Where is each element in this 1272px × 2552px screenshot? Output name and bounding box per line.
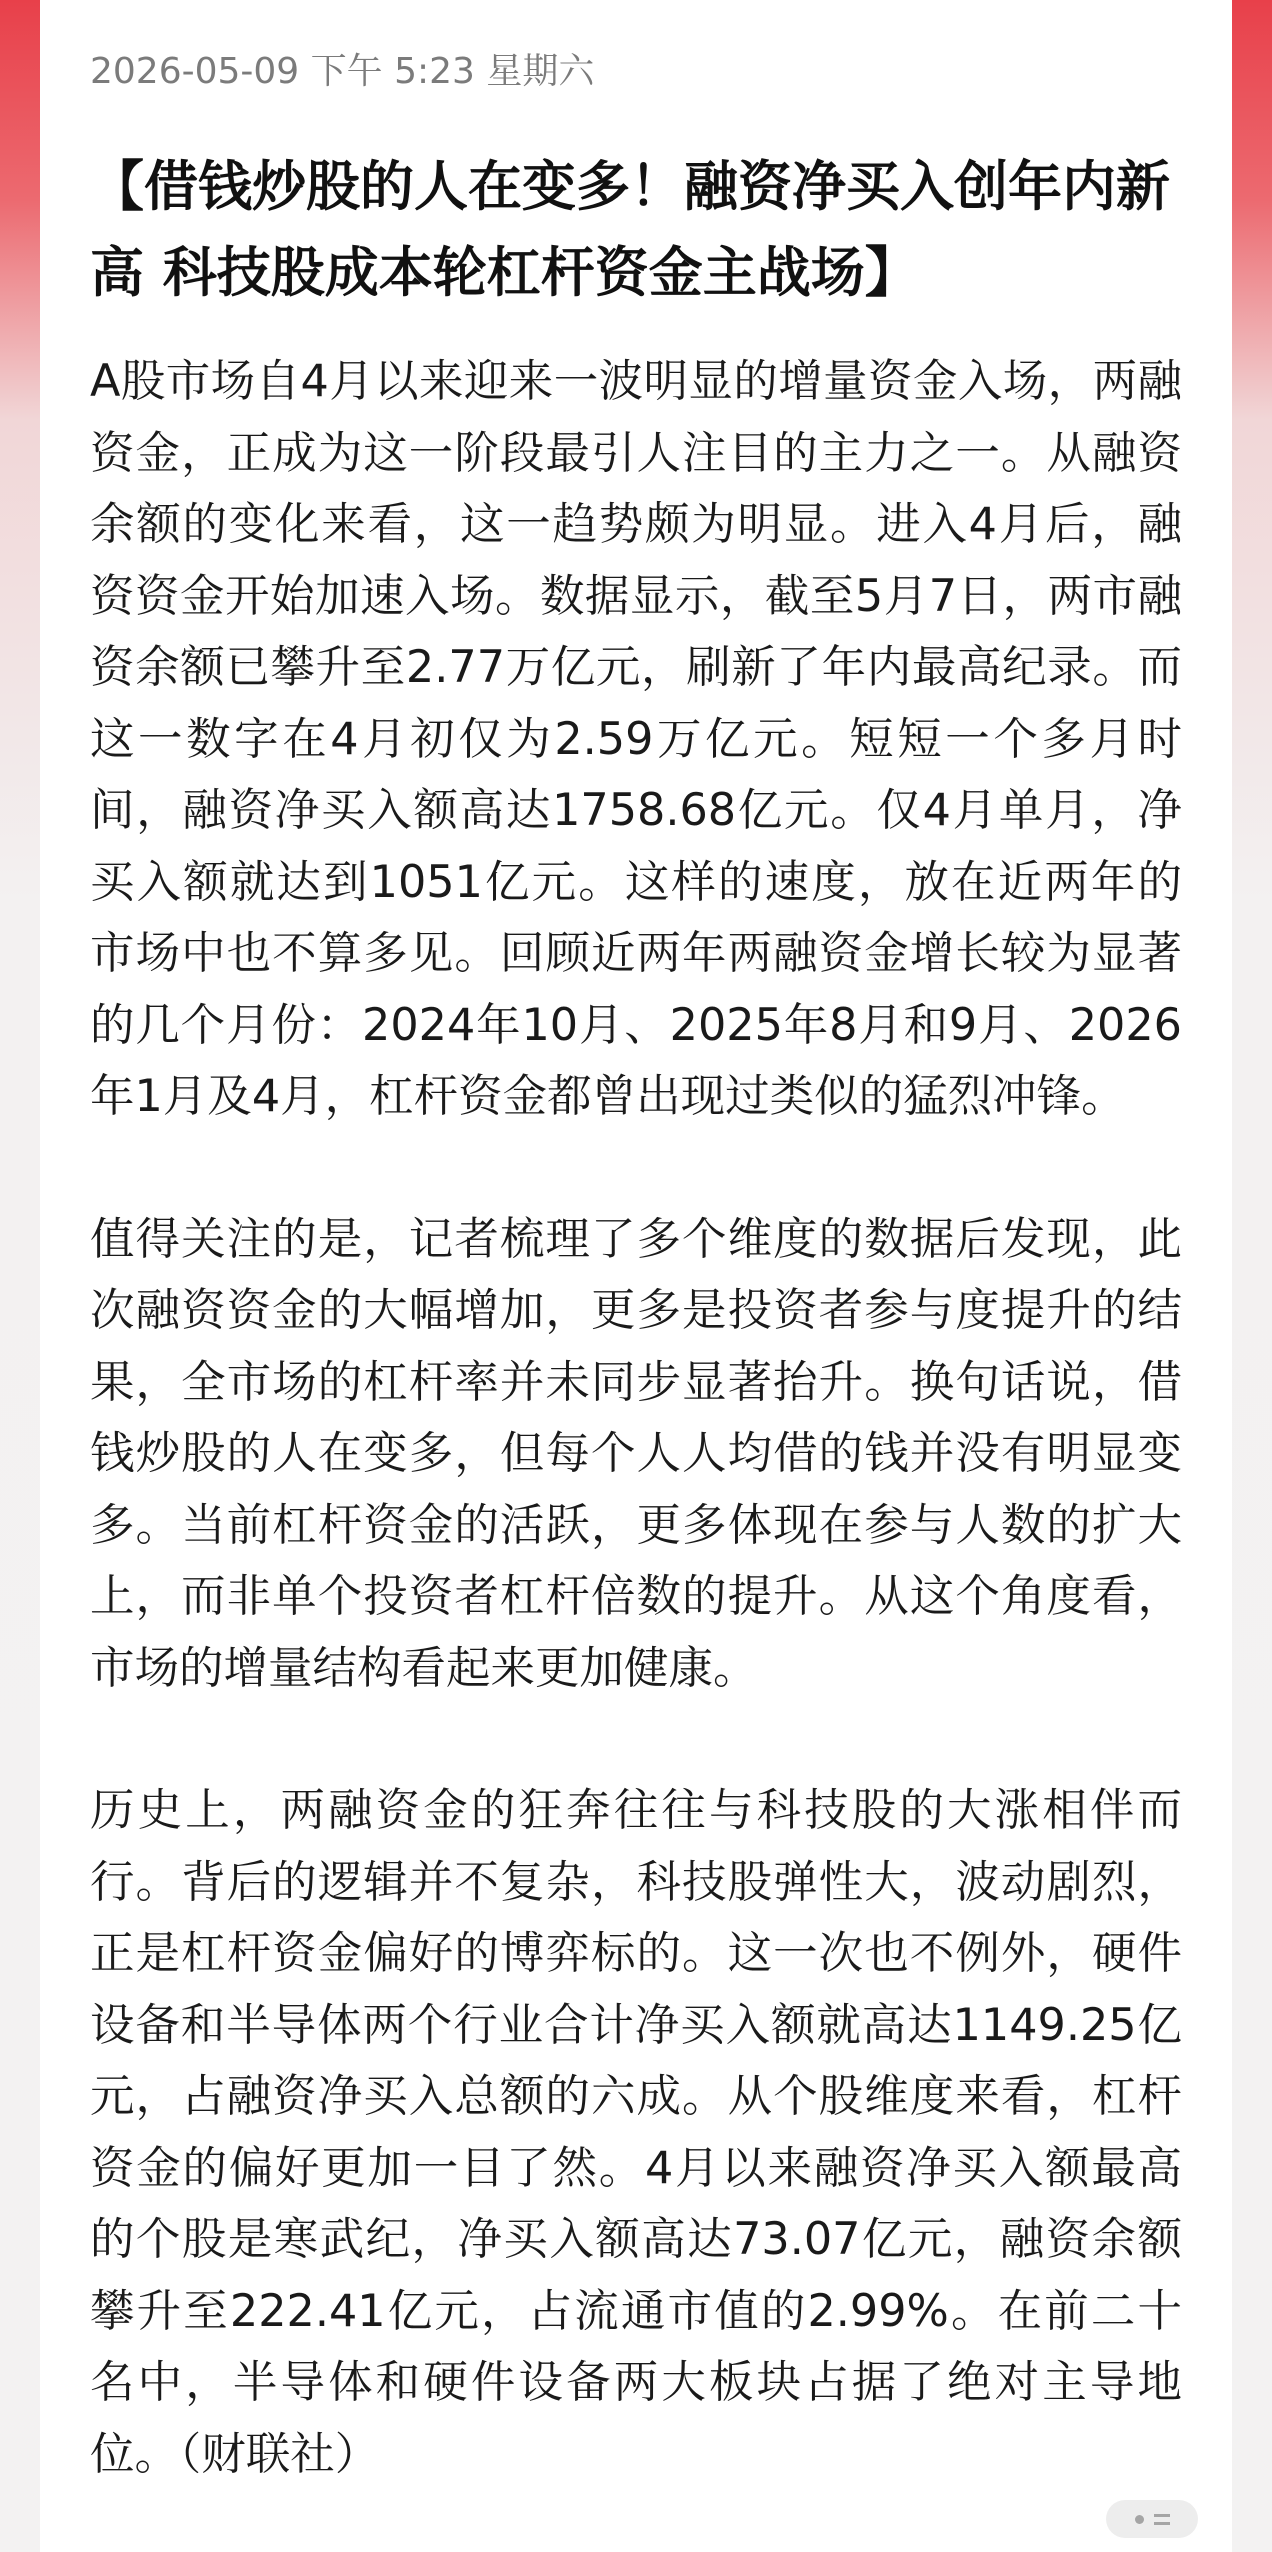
post-paragraph-3: 历史上，两融资金的狂奔往往与科技股的大涨相伴而行。背后的逻辑并不复杂，科技股弹性大，波动剧烈，正是杠杆资金偏好的博弈标的。这一次也不例外，硬件设备和半导体两个行业合计净买入额就高达1149.25亿元，占融资净买入总额的六成。从个股维度来看，杠杆资金的偏好更加一目了然。4月以来融资净买入额最高的个股是寒武纪，净买入额高达73.07亿元，融资余额攀升至222.41亿元，占流通市值的2.99%。在前二十名中，半导体和硬件设备两大板块占据了绝对主导地位。（财联社） <box>90 1785 1182 2480</box>
post-paragraph-2: 值得关注的是，记者梳理了多个维度的数据后发现，此次融资资金的大幅增加，更多是投资者参与度提升的结果，全市场的杠杆率并未同步显著抬升。换句话说，借钱炒股的人在变多，但每个人人均借的钱并没有明显变多。当前杠杆资金的活跃，更多体现在参与人数的扩大上，而非单个投资者杠杆倍数的提升。从这个角度看，市场的增量结构看起来更加健康。 <box>90 1213 1182 1694</box>
post-card <box>40 0 1232 2552</box>
collapse-toggle-icon[interactable] <box>1106 2500 1198 2538</box>
paragraph-spacer <box>90 1704 1182 1775</box>
post-title: 【借钱炒股的人在变多！融资净买入创年内新高 科技股成本轮杠杆资金主战场】 <box>90 155 1170 304</box>
paragraph-spacer <box>90 1133 1182 1204</box>
post-paragraph-1: A股市场自4月以来迎来一波明显的增量资金入场，两融资金，正成为这一阶段最引人注目的主力之一。从融资余额的变化来看，这一趋势颇为明显。进入4月后，融资资金开始加速入场。数据显示，截至5月7日，两市融资余额已攀升至2.77万亿元，刷新了年内最高纪录。而这一数字在4月初仅为2.59万亿元。短短一个多月时间，融资净买入额高达1758.68亿元。仅4月单月，净买入额就达到1051亿元。这样的速度，放在近两年的市场中也不算多见。回顾近两年两融资金增长较为显著的几个月份：2024年10月、2025年8月和9月、2026年1月及4月，杠杆资金都曾出现过类似的猛烈冲锋。 <box>90 356 1182 1122</box>
toggle-dot <box>1135 2515 1144 2524</box>
background-right <box>1232 0 1272 2552</box>
background-left <box>0 0 40 2552</box>
toggle-lines <box>1154 2514 1170 2525</box>
post-timestamp: 2026-05-09 下午 5:23 星期六 <box>90 51 595 92</box>
